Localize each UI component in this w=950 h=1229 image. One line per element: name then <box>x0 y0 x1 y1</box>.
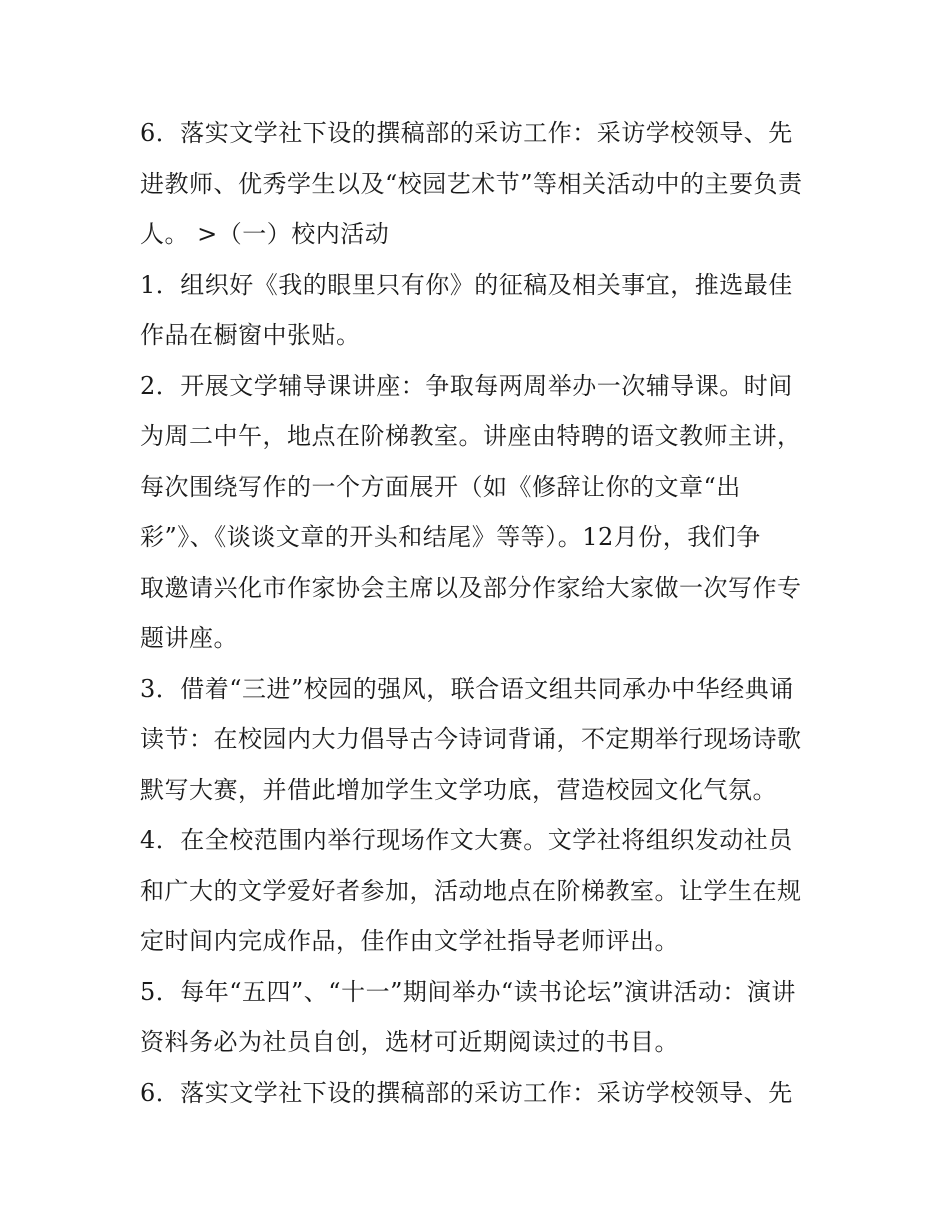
text-line: 3．借着“三进”校园的强风，联合语文组共同承办中华经典诵 <box>140 674 794 703</box>
text-line: 和广大的文学爱好者参加，活动地点在阶梯教室。让学生在规 <box>140 876 802 905</box>
text-line: 人。 >（一）校内活动 <box>140 220 390 248</box>
text-line: 每次围绕写作的一个方面展开（如《修辞让你的文章“出 <box>140 472 741 501</box>
text-line: 4．在全校范围内举行现场作文大赛。文学社将组织发动社员 <box>140 826 793 854</box>
text-line: 读节：在校园内大力倡导古今诗词背诵，不定期举行现场诗歌 <box>140 725 802 753</box>
text-line: 资料务必为社员自创，选材可近期阅读过的书目。 <box>140 1028 679 1056</box>
text-line: 取邀请兴化市作家协会主席以及部分作家给大家做一次写作专 <box>140 573 802 602</box>
text-line: 作品在橱窗中张贴。 <box>140 321 361 349</box>
text-line: 彩”》、《谈谈文章的开头和结尾》等等）。12月份，我们争 <box>140 523 761 551</box>
text-line: 定时间内完成作品，佳作由文学社指导老师评出。 <box>140 927 679 955</box>
text-line: 1．组织好《我的眼里只有你》的征稿及相关事宜，推选最佳 <box>140 270 793 299</box>
text-line: 默写大赛，并借此增加学生文学功底，营造校园文化气氛。 <box>140 775 777 804</box>
document-body <box>140 108 820 1118</box>
text-line: 进教师、优秀学生以及“校园艺术节”等相关活动中的主要负责 <box>140 169 803 198</box>
text-line: 2．开展文学辅导课讲座：争取每两周举办一次辅导课。时间 <box>140 371 793 400</box>
text-line: 6．落实文学社下设的撰稿部的采访工作：采访学校领导、先 <box>140 119 793 147</box>
text-line: 为周二中午，地点在阶梯教室。讲座由特聘的语文教师主讲， <box>140 422 802 450</box>
text-line: 题讲座。 <box>140 624 238 652</box>
text-line: 5．每年“五四”、“十一”期间举办“读书论坛”演讲活动：演讲 <box>140 977 796 1006</box>
text-line: 6．落实文学社下设的撰稿部的采访工作：采访学校领导、先 <box>140 1078 793 1107</box>
